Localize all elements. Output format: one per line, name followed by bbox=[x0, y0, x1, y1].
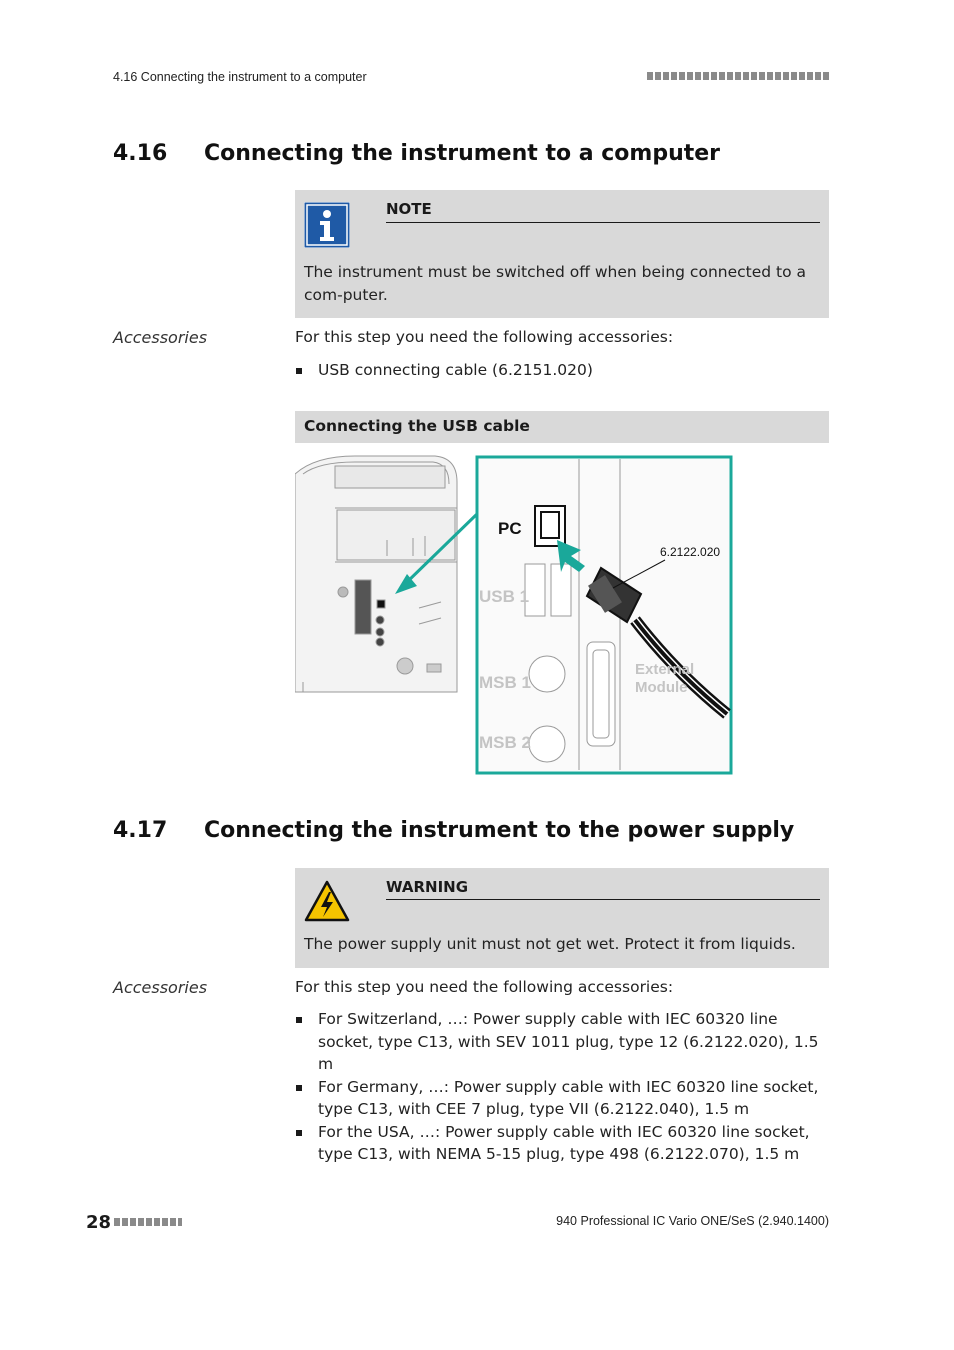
page-number: 28 bbox=[86, 1212, 112, 1233]
header-decoration bbox=[647, 72, 829, 80]
accessories-list bbox=[295, 1008, 829, 1166]
note-text: The instrument must be switched off when being connected to a com-puter. bbox=[304, 263, 807, 304]
warning-box bbox=[295, 868, 829, 968]
usb-port-label: USB 1 bbox=[479, 587, 530, 606]
usb-connection-figure bbox=[295, 452, 735, 777]
section-heading-4-17 bbox=[113, 818, 794, 843]
subheading-box bbox=[295, 411, 829, 443]
footer-product: 940 Professional IC Vario ONE/SeS (2.940.1400) bbox=[556, 1214, 829, 1228]
note-title: NOTE bbox=[386, 200, 432, 218]
accessories-list bbox=[295, 359, 829, 382]
footer-decoration bbox=[114, 1218, 182, 1226]
list-item: For Switzerland, …: Power supply cable with IEC 60320 line socket, type C13, with SEV 1011 plug, type 12 (6.2122.020), 1.5 m bbox=[295, 1008, 829, 1076]
warning-icon bbox=[304, 880, 350, 922]
accessories-label: Accessories bbox=[113, 328, 208, 347]
list-item: For Germany, …: Power supply cable with IEC 60320 line socket, type C13, with CEE 7 plug, type VII (6.2122.040), 1.5 m bbox=[295, 1076, 829, 1121]
accessories-label: Accessories bbox=[113, 978, 208, 997]
detail-panel bbox=[479, 459, 729, 771]
section-heading-4-16 bbox=[113, 141, 720, 166]
accessories-intro: For this step you need the following accessories: bbox=[295, 978, 674, 996]
section-title: Connecting the instrument to a computer bbox=[204, 141, 721, 166]
msb1-port-label: MSB 1 bbox=[479, 673, 531, 692]
external-module-label-2: Module bbox=[635, 679, 688, 696]
section-number: 4.17 bbox=[113, 818, 168, 843]
subheading: Connecting the USB cable bbox=[304, 417, 530, 435]
warning-text: The power supply unit must not get wet. Protect it from liquids. bbox=[304, 935, 796, 953]
note-box bbox=[295, 190, 829, 318]
note-rule bbox=[386, 222, 820, 223]
figure-drawing bbox=[295, 452, 735, 777]
list-item: For the USA, …: Power supply cable with IEC 60320 line socket, type C13, with NEMA 5-15 plug, type 498 (6.2122.070), 1.5 m bbox=[295, 1121, 829, 1166]
instrument-illustration bbox=[295, 456, 457, 692]
pc-label: PC bbox=[498, 519, 522, 538]
msb2-port-label: MSB 2 bbox=[479, 733, 531, 752]
info-icon bbox=[304, 202, 350, 248]
list-item: USB connecting cable (6.2151.020) bbox=[295, 359, 829, 382]
running-header: 4.16 Connecting the instrument to a computer bbox=[113, 70, 367, 84]
part-number-label: 6.2122.020 bbox=[660, 545, 721, 559]
warning-title: WARNING bbox=[386, 878, 469, 896]
warning-rule bbox=[386, 899, 820, 900]
accessories-intro: For this step you need the following accessories: bbox=[295, 328, 674, 346]
section-number: 4.16 bbox=[113, 141, 168, 166]
external-module-label-1: External bbox=[635, 661, 695, 678]
section-title: Connecting the instrument to the power supply bbox=[204, 818, 795, 843]
